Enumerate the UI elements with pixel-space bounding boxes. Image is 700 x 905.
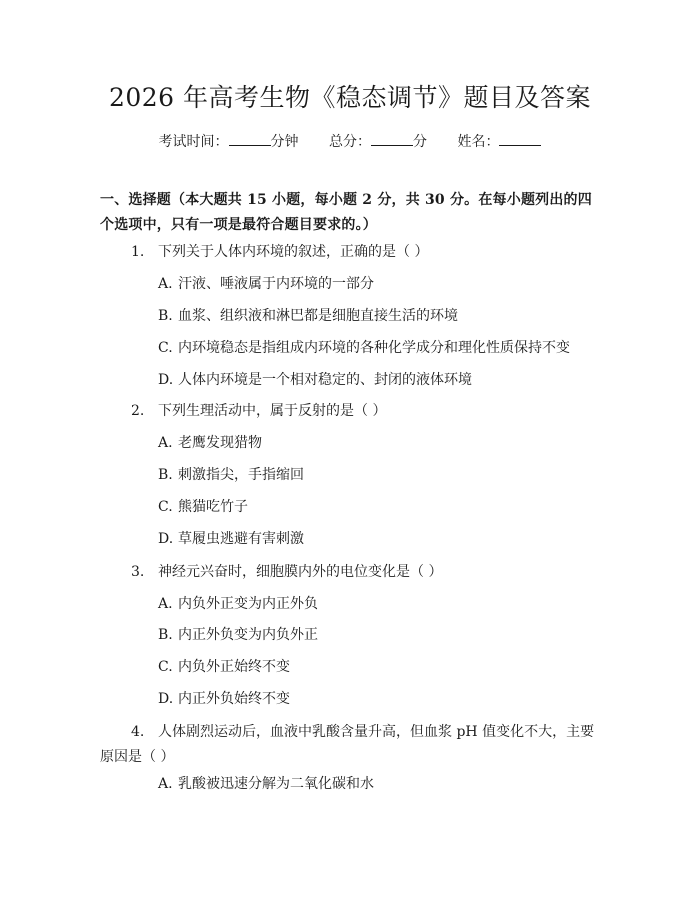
option-letter: D.	[158, 372, 174, 388]
option-text: 内环境稳态是指组成内环境的各种化学成分和理化性质保持不变	[178, 340, 570, 356]
option-text: 刺激指尖，手指缩回	[178, 467, 304, 483]
question-1-option-d	[158, 369, 598, 391]
question-2-option-c	[158, 496, 598, 518]
question-text: 神经元兴奋时，细胞膜内外的电位变化是（ ）	[158, 564, 443, 580]
question-number: 2.	[131, 403, 145, 419]
option-text: 内正外负变为内负外正	[178, 627, 318, 643]
option-letter: A.	[158, 276, 173, 292]
question-1	[131, 240, 601, 265]
question-number: 1.	[131, 244, 145, 260]
option-text: 汗液、唾液属于内环境的一部分	[178, 276, 374, 292]
option-text: 老鹰发现猎物	[178, 435, 262, 451]
option-letter: C.	[158, 340, 173, 356]
option-text: 草履虫逃避有害刺激	[178, 531, 304, 547]
question-4	[100, 720, 600, 770]
student-name-field	[457, 131, 541, 152]
question-3-option-b	[158, 624, 598, 646]
exam-time-label: 考试时间：	[158, 134, 229, 150]
option-text: 熊猫吃竹子	[178, 499, 248, 515]
option-text: 乳酸被迅速分解为二氧化碳和水	[178, 776, 374, 792]
total-score-field	[329, 131, 427, 152]
question-2	[131, 399, 601, 424]
question-1-option-a	[158, 273, 598, 295]
question-1-option-c	[158, 337, 598, 359]
page-title: 2026 年高考生物《稳态调节》题目及答案	[108, 83, 592, 112]
option-letter: D.	[158, 691, 174, 707]
option-letter: B.	[158, 308, 173, 324]
option-letter: B.	[158, 467, 173, 483]
option-letter: C.	[158, 659, 173, 675]
question-3-option-d	[158, 688, 598, 710]
section-heading: 一、选择题（本大题共 15 小题，每小题 2 分，共 30 分。在每小题列出的四个选项中，只有一项是最符合题目要求的。）	[100, 192, 592, 233]
exam-time-unit: 分钟	[270, 134, 299, 150]
option-text: 人体内环境是一个相对稳定的、封闭的液体环境	[178, 372, 472, 388]
option-letter: C.	[158, 499, 173, 515]
option-letter: D.	[158, 531, 174, 547]
option-text: 内负外正始终不变	[178, 659, 290, 675]
option-text: 内负外正变为内正外负	[178, 596, 318, 612]
exam-info-line	[0, 131, 700, 152]
question-4-option-a	[158, 773, 598, 795]
question-number: 4.	[131, 724, 145, 740]
question-3-option-c	[158, 656, 598, 678]
question-text: 下列生理活动中，属于反射的是（ ）	[158, 403, 387, 419]
question-1-option-b	[158, 305, 598, 327]
total-score-label: 总分：	[329, 134, 371, 150]
question-2-option-a	[158, 432, 598, 454]
question-3	[131, 560, 601, 585]
exam-time-field	[159, 131, 299, 152]
question-2-option-d	[158, 528, 598, 550]
total-score-blank	[371, 131, 413, 146]
student-name-label: 姓名：	[457, 134, 500, 150]
question-3-option-a	[158, 593, 598, 615]
option-letter: A.	[158, 776, 173, 792]
question-2-option-b	[158, 464, 598, 486]
exam-time-blank	[229, 131, 271, 146]
question-number: 3.	[131, 564, 145, 580]
option-letter: A.	[158, 596, 173, 612]
question-text: 下列关于人体内环境的叙述，正确的是（ ）	[158, 244, 429, 260]
question-text: 人体剧烈运动后，血液中乳酸含量升高，但血浆 pH 值变化不大，主要原因是（ ）	[100, 724, 595, 765]
option-text: 血浆、组织液和淋巴都是细胞直接生活的环境	[178, 308, 458, 324]
student-name-blank	[499, 131, 541, 146]
option-text: 内正外负始终不变	[178, 691, 290, 707]
option-letter: B.	[158, 627, 173, 643]
option-letter: A.	[158, 435, 173, 451]
total-score-unit: 分	[413, 134, 427, 150]
